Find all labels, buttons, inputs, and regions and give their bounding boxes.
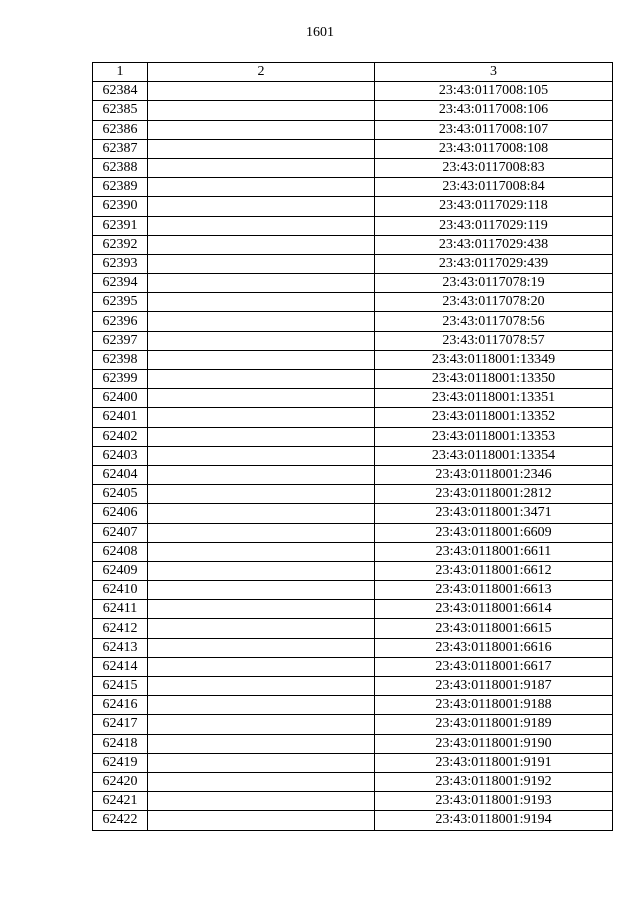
row-number-cell: 62404 [93,465,148,484]
cadastral-number-cell: 23:43:0118001:13349 [375,350,613,369]
empty-cell [148,139,375,158]
empty-cell [148,82,375,101]
empty-cell [148,581,375,600]
empty-cell [148,753,375,772]
empty-cell [148,523,375,542]
row-number-cell: 62393 [93,254,148,273]
cadastral-number-cell: 23:43:0117078:56 [375,312,613,331]
cadastral-number-cell: 23:43:0118001:13350 [375,370,613,389]
table-row [93,619,613,638]
row-number-cell: 62386 [93,120,148,139]
header-row [93,63,613,82]
empty-cell [148,350,375,369]
empty-cell [148,158,375,177]
row-number-cell: 62399 [93,370,148,389]
empty-cell [148,677,375,696]
cadastral-number-cell: 23:43:0118001:9192 [375,772,613,791]
row-number-cell: 62410 [93,581,148,600]
empty-cell [148,485,375,504]
registry-table [92,62,613,831]
table-row [93,446,613,465]
empty-cell [148,561,375,580]
empty-cell [148,178,375,197]
empty-cell [148,197,375,216]
cadastral-number-cell: 23:43:0118001:6613 [375,581,613,600]
table-row [93,235,613,254]
table-row [93,581,613,600]
cadastral-number-cell: 23:43:0117008:84 [375,178,613,197]
empty-cell [148,715,375,734]
cadastral-number-cell: 23:43:0117008:83 [375,158,613,177]
empty-cell [148,811,375,830]
table-row [93,772,613,791]
row-number-cell: 62411 [93,600,148,619]
cadastral-number-cell: 23:43:0117008:105 [375,82,613,101]
column-header: 2 [148,63,375,82]
row-number-cell: 62421 [93,792,148,811]
empty-cell [148,408,375,427]
row-number-cell: 62403 [93,446,148,465]
table-row [93,350,613,369]
table-row [93,274,613,293]
table-row [93,504,613,523]
row-number-cell: 62385 [93,101,148,120]
row-number-cell: 62394 [93,274,148,293]
row-number-cell: 62390 [93,197,148,216]
table-row [93,657,613,676]
cadastral-number-cell: 23:43:0118001:9193 [375,792,613,811]
column-header: 1 [93,63,148,82]
table-row [93,485,613,504]
cadastral-number-cell: 23:43:0117078:57 [375,331,613,350]
cadastral-number-cell: 23:43:0117008:106 [375,101,613,120]
empty-cell [148,216,375,235]
cadastral-number-cell: 23:43:0118001:9194 [375,811,613,830]
cadastral-number-cell: 23:43:0118001:9190 [375,734,613,753]
empty-cell [148,389,375,408]
table-row [93,523,613,542]
table-header [93,63,613,82]
row-number-cell: 62408 [93,542,148,561]
cadastral-number-cell: 23:43:0117029:119 [375,216,613,235]
table-row [93,753,613,772]
empty-cell [148,274,375,293]
empty-cell [148,638,375,657]
table-row [93,389,613,408]
table-row [93,293,613,312]
cadastral-number-cell: 23:43:0117008:108 [375,139,613,158]
table-row [93,734,613,753]
table-row [93,427,613,446]
row-number-cell: 62419 [93,753,148,772]
table-body [93,82,613,830]
empty-cell [148,101,375,120]
empty-cell [148,331,375,350]
row-number-cell: 62418 [93,734,148,753]
cadastral-number-cell: 23:43:0118001:13351 [375,389,613,408]
cadastral-number-cell: 23:43:0117078:20 [375,293,613,312]
empty-cell [148,465,375,484]
cadastral-number-cell: 23:43:0118001:2346 [375,465,613,484]
row-number-cell: 62405 [93,485,148,504]
row-number-cell: 62422 [93,811,148,830]
row-number-cell: 62389 [93,178,148,197]
empty-cell [148,619,375,638]
empty-cell [148,235,375,254]
empty-cell [148,772,375,791]
row-number-cell: 62420 [93,772,148,791]
table-row [93,254,613,273]
empty-cell [148,600,375,619]
row-number-cell: 62387 [93,139,148,158]
cadastral-number-cell: 23:43:0118001:9187 [375,677,613,696]
table-row [93,197,613,216]
cadastral-number-cell: 23:43:0118001:6612 [375,561,613,580]
table-row [93,696,613,715]
table-row [93,638,613,657]
row-number-cell: 62416 [93,696,148,715]
row-number-cell: 62395 [93,293,148,312]
cadastral-number-cell: 23:43:0118001:13352 [375,408,613,427]
row-number-cell: 62397 [93,331,148,350]
empty-cell [148,792,375,811]
cadastral-number-cell: 23:43:0118001:9188 [375,696,613,715]
row-number-cell: 62406 [93,504,148,523]
cadastral-number-cell: 23:43:0118001:6615 [375,619,613,638]
cadastral-number-cell: 23:43:0118001:3471 [375,504,613,523]
empty-cell [148,542,375,561]
table-row [93,408,613,427]
row-number-cell: 62402 [93,427,148,446]
table-row [93,600,613,619]
table-row [93,139,613,158]
table-row [93,178,613,197]
cadastral-number-cell: 23:43:0118001:6611 [375,542,613,561]
row-number-cell: 62409 [93,561,148,580]
empty-cell [148,254,375,273]
cadastral-number-cell: 23:43:0117029:118 [375,197,613,216]
row-number-cell: 62392 [93,235,148,254]
cadastral-number-cell: 23:43:0118001:6617 [375,657,613,676]
table-row [93,216,613,235]
cadastral-number-cell: 23:43:0118001:9189 [375,715,613,734]
empty-cell [148,446,375,465]
cadastral-number-cell: 23:43:0118001:13353 [375,427,613,446]
row-number-cell: 62400 [93,389,148,408]
cadastral-number-cell: 23:43:0118001:9191 [375,753,613,772]
row-number-cell: 62384 [93,82,148,101]
cadastral-number-cell: 23:43:0118001:6609 [375,523,613,542]
cadastral-number-cell: 23:43:0117008:107 [375,120,613,139]
empty-cell [148,370,375,389]
table-row [93,101,613,120]
cadastral-number-cell: 23:43:0118001:13354 [375,446,613,465]
row-number-cell: 62388 [93,158,148,177]
empty-cell [148,120,375,139]
empty-cell [148,657,375,676]
empty-cell [148,734,375,753]
table-row [93,312,613,331]
table-row [93,120,613,139]
row-number-cell: 62413 [93,638,148,657]
empty-cell [148,427,375,446]
table-row [93,792,613,811]
table-row [93,715,613,734]
table-row [93,561,613,580]
table-row [93,331,613,350]
row-number-cell: 62407 [93,523,148,542]
table-row [93,82,613,101]
row-number-cell: 62396 [93,312,148,331]
cadastral-number-cell: 23:43:0118001:2812 [375,485,613,504]
row-number-cell: 62414 [93,657,148,676]
column-header: 3 [375,63,613,82]
table-row [93,811,613,830]
table-row [93,465,613,484]
cadastral-number-cell: 23:43:0118001:6614 [375,600,613,619]
row-number-cell: 62401 [93,408,148,427]
cadastral-number-cell: 23:43:0117029:439 [375,254,613,273]
cadastral-number-cell: 23:43:0117078:19 [375,274,613,293]
table-row [93,677,613,696]
table-row [93,542,613,561]
empty-cell [148,312,375,331]
empty-cell [148,293,375,312]
table-row [93,158,613,177]
row-number-cell: 62412 [93,619,148,638]
page-number: 1601 [306,25,334,40]
row-number-cell: 62415 [93,677,148,696]
empty-cell [148,504,375,523]
row-number-cell: 62398 [93,350,148,369]
cadastral-number-cell: 23:43:0117029:438 [375,235,613,254]
cadastral-number-cell: 23:43:0118001:6616 [375,638,613,657]
empty-cell [148,696,375,715]
table-row [93,370,613,389]
row-number-cell: 62391 [93,216,148,235]
row-number-cell: 62417 [93,715,148,734]
